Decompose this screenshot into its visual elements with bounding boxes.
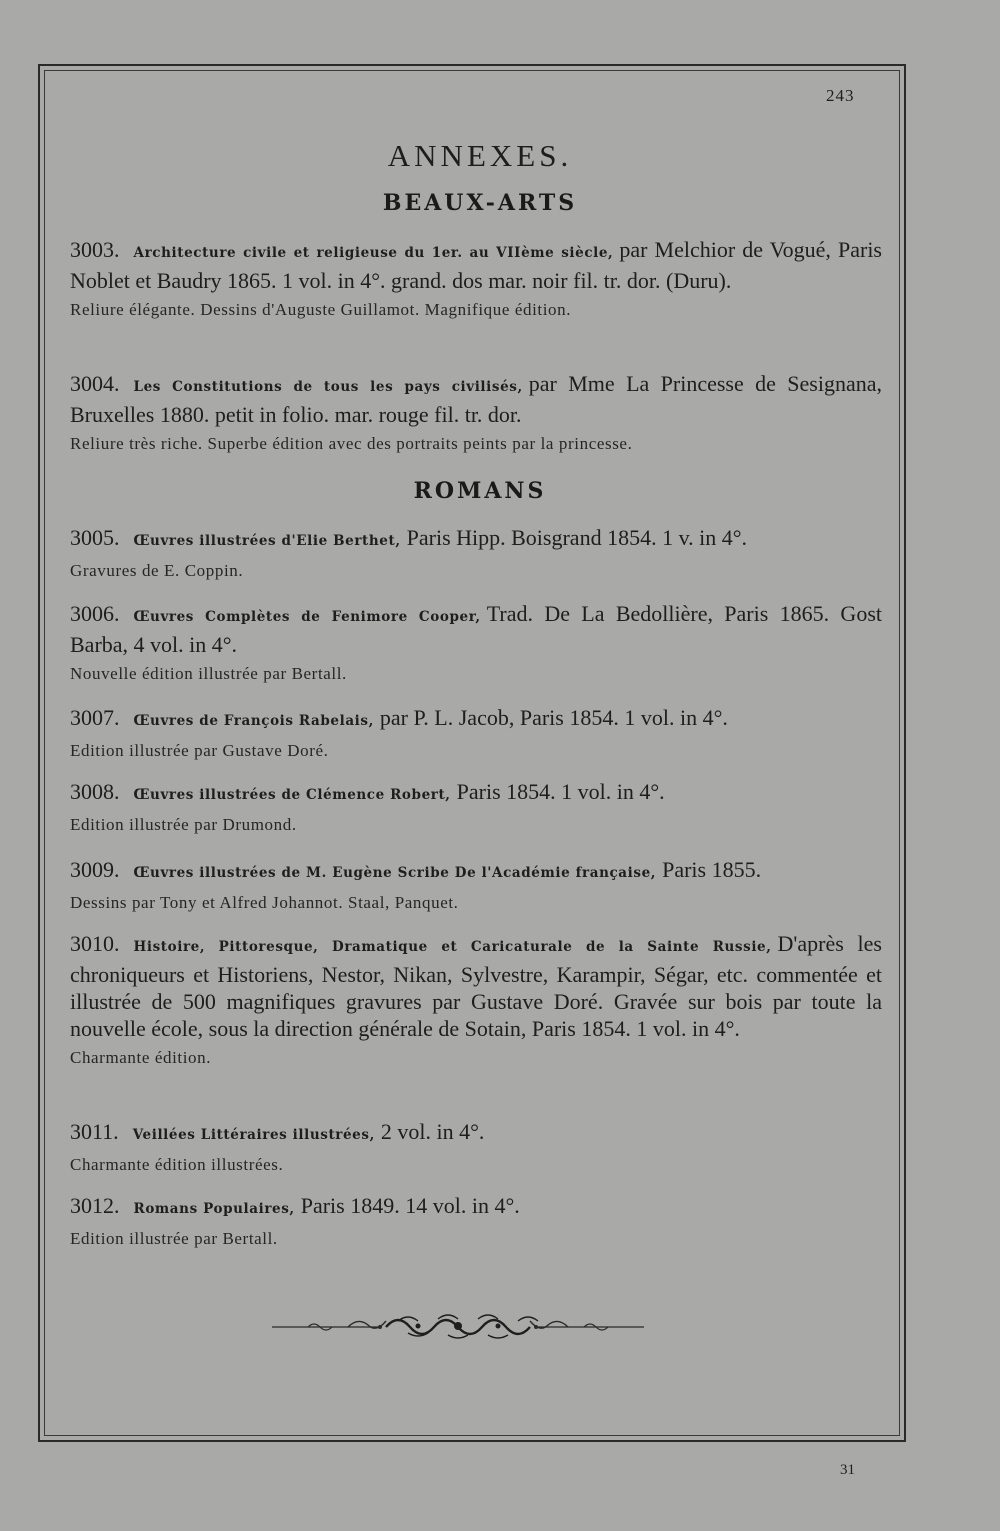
entry-note: Nouvelle édition illustrée par Bertall.: [70, 664, 347, 683]
entry-main-text: [70, 778, 882, 809]
catalog-entry-3012: [70, 1192, 882, 1251]
entry-details: 2 vol. in 4°.: [380, 1119, 485, 1144]
page-number: 243: [826, 86, 855, 105]
entry-note: Edition illustrée par Bertall.: [70, 1229, 278, 1248]
entry-note: Edition illustrée par Gustave Doré.: [70, 741, 329, 760]
entry-details: Paris Hipp. Boisgrand 1854. 1 v. in 4°.: [406, 525, 748, 550]
entry-details: D'après les chroniqueurs et Historiens, Nestor, Nikan, Sylvestre, Karampir, Ségar, etc. commentée et illustrée de 500 magnifiques gravures par Gustave Doré. Gravée sur bois par toute la nouvelle école, sous la direction générale de Sotain, Paris 1854. 1 vol. in 4°.: [70, 931, 882, 1041]
entry-main-text: [70, 524, 882, 555]
catalog-entry-3006: [70, 600, 882, 686]
entry-title: Romans Populaires,: [133, 1201, 295, 1217]
entry-note: Gravures de E. Coppin.: [70, 561, 244, 580]
entry-note: Charmante édition.: [70, 1048, 212, 1067]
entry-number: 3011.: [70, 1119, 119, 1144]
entry-main-text: [70, 856, 882, 887]
entry-number: 3006.: [70, 601, 120, 626]
entry-title: Œuvres illustrées d'Elie Berthet,: [133, 533, 401, 549]
entry-number: 3004.: [70, 371, 120, 396]
entry-title: Architecture civile et religieuse du 1er. au VIIème siècle,: [133, 245, 614, 261]
entry-note: Reliure élégante. Dessins d'Auguste Guillamot. Magnifique édition.: [70, 300, 572, 319]
entry-number: 3008.: [70, 779, 120, 804]
ornament-divider-icon: [268, 1310, 648, 1340]
catalog-entry-3004: [70, 370, 882, 456]
entry-note: Reliure très riche. Superbe édition avec des portraits peints par la princesse.: [70, 434, 633, 453]
entry-details: Trad. De La Bedollière, Paris 1865. Gost Barba, 4 vol. in 4°.: [70, 601, 882, 657]
entry-title: Œuvres illustrées de M. Eugène Scribe De l'Académie française,: [133, 865, 657, 881]
entry-number: 3005.: [70, 525, 120, 550]
entry-title: Histoire, Pittoresque, Dramatique et Caricaturale de la Sainte Russie,: [133, 939, 772, 955]
entry-details: par P. L. Jacob, Paris 1854. 1 vol. in 4°.: [379, 705, 728, 730]
entry-main-text: [70, 370, 882, 428]
entry-title: Œuvres illustrées de Clémence Robert,: [133, 787, 451, 803]
signature-mark: 31: [840, 1462, 855, 1478]
entry-number: 3009.: [70, 857, 120, 882]
entry-number: 3010.: [70, 931, 120, 956]
catalog-entry-3010: [70, 930, 882, 1070]
catalog-entry-3005: [70, 524, 882, 583]
entry-main-text: [70, 600, 882, 658]
entry-title: Les Constitutions de tous les pays civilisés,: [133, 379, 523, 395]
entry-title: Veillées Littéraires illustrées,: [132, 1127, 375, 1143]
entry-details: par Mme La Princesse de Sesignana, Bruxelles 1880. petit in folio. mar. rouge fil. tr. dor.: [70, 371, 882, 427]
entry-title: Œuvres Complètes de Fenimore Cooper,: [133, 609, 481, 625]
entry-main-text: [70, 930, 882, 1042]
entry-main-text: [70, 1118, 882, 1149]
entry-main-text: [70, 236, 882, 294]
entry-number: 3007.: [70, 705, 120, 730]
entry-number: 3012.: [70, 1193, 120, 1218]
catalog-entry-3008: [70, 778, 882, 837]
entry-main-text: [70, 1192, 882, 1223]
catalog-entry-3011: [70, 1118, 882, 1177]
entry-title: Œuvres de François Rabelais,: [133, 713, 374, 729]
catalog-entry-3009: [70, 856, 882, 915]
section-heading-romans: ROMANS: [413, 478, 547, 504]
entry-details: Paris 1855.: [662, 857, 762, 882]
entry-main-text: [70, 704, 882, 735]
entry-details: par Melchior de Vogué, Paris Noblet et Baudry 1865. 1 vol. in 4°. grand. dos mar. noir fil. tr. dor. (Duru).: [70, 237, 882, 293]
entry-details: Paris 1854. 1 vol. in 4°.: [456, 779, 665, 804]
entry-number: 3003.: [70, 237, 120, 262]
page-heading: ANNEXES.: [387, 138, 573, 173]
entry-note: Dessins par Tony et Alfred Johannot. Staal, Panquet.: [70, 893, 459, 912]
entry-note: Charmante édition illustrées.: [70, 1155, 284, 1174]
catalog-entry-3007: [70, 704, 882, 763]
catalog-entry-3003: [70, 236, 882, 322]
section-heading-beaux-arts: BEAUX-ARTS: [382, 190, 578, 216]
entry-details: Paris 1849. 14 vol. in 4°.: [300, 1193, 520, 1218]
entry-note: Edition illustrée par Drumond.: [70, 815, 297, 834]
